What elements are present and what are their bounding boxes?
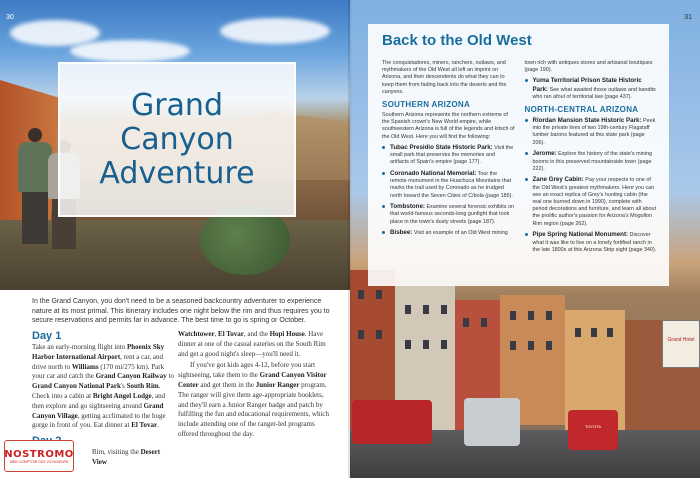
bold-term: Hopi House: [269, 330, 305, 338]
day2-text: Rim, visiting the Desert View: [92, 448, 161, 466]
bold-term: Grand Canyon National Park: [32, 382, 121, 391]
list-item: Riordan Mansion State Historic Park: Peek into the private lives of two 19th-century Flagstaff lumber barons featured at this state park (page 206).: [525, 117, 658, 147]
old-west-sidebar: [368, 24, 669, 286]
sidebar-intro: The conquistadores, miners, ranchers, outlaws, and mythmakers of the Old West all left an imprint on Arizona, and their descendents do what they can to keep them from fading back into the deserts and the canyons.: [382, 60, 507, 95]
silver-truck: [464, 398, 520, 446]
site-name: Tombstone:: [390, 203, 425, 211]
bold-term: Williams: [71, 362, 99, 371]
site-name: Pipe Spring National Monument:: [532, 231, 629, 239]
hiker-figure: [18, 128, 52, 243]
site-name: Zane Grey Cabin:: [532, 176, 584, 184]
section-intro: Southern Arizona represents the northern extreme of the Spanish crown's New World empire, while southwestern Arizona is full of the legends and kitsch of the Old West. Here you will find the following:: [382, 112, 515, 140]
right-page: [350, 0, 700, 478]
list-item: Tubac Presidio State Historic Park: Visit the small park that preserves the memories and artifacts of Spain's empire (page 177).: [382, 144, 515, 167]
red-car: [352, 400, 432, 444]
nostromo-logo: NOSTROMO WEB COMPTOIR DES VOYAGEURS: [4, 440, 74, 472]
bold-term: Grand Canyon Village: [32, 401, 164, 420]
list-item: Yuma Territorial Prison State Historic Park: See what awaited those outlaws and bandits who ran afoul of territorial law (page 437).: [525, 77, 658, 101]
site-name: Coronado National Memorial:: [390, 169, 477, 177]
page-title: [99, 89, 254, 191]
bold-term: El Tovar: [218, 330, 244, 338]
bold-term: Grand Canyon Railway: [95, 372, 167, 381]
list-item: Tombstone: Examine several forensic exhibits on that world-famous seconds-long gunfight that took place in the town's dusty streets (page 187).: [382, 203, 515, 226]
sidebar-column-1: [382, 60, 515, 257]
continued-text: town rich with antiques stores and artisanal boutiques (page 190).: [524, 60, 653, 74]
southern-list: [382, 144, 515, 238]
section-heading: SOUTHERN ARIZONA: [382, 100, 471, 110]
intro-paragraph: In the Grand Canyon, you don't need to be a seasoned backcountry adventurer to experience nature at its most primal. This itinerary includes one night below the rim and thus requires you to secure reservations and permits far in advance. The best time to go is spring or October.: [32, 298, 330, 324]
page-number: 31: [684, 14, 692, 21]
red-truck: TOYOTA: [568, 410, 618, 450]
sidebar-heading: Back to the Old West: [382, 32, 532, 49]
site-name: Tubac Presidio State Historic Park:: [390, 143, 493, 151]
site-name: Riordan Mansion State Historic Park:: [532, 117, 642, 125]
section-heading: NORTH-CENTRAL ARIZONA: [524, 105, 639, 115]
day-text: Watchtower, El Tovar, and the Hopi House. Have dinner at one of the casual eateries on the South Rim and get a good night's sleep—you'll need it.: [178, 330, 326, 358]
bold-term: Junior Ranger: [255, 380, 300, 389]
site-name: Yuma Territorial Prison State Historic Park:: [532, 77, 642, 93]
list-item: Pipe Spring National Monument: Discover what it was like to live on a lonely fortified ranch in the late 1800s at this Arizona Strip sight (page 340).: [525, 231, 658, 254]
itinerary-column-2: [178, 330, 334, 440]
list-item: Coronado National Memorial: Tour the remote monument in the Huachuca Mountains that marks the trail used by Coronado as he trudged north toward the Seven Cities of Cíbola (page 185).: [382, 170, 515, 200]
site-name: Bisbee:: [390, 229, 413, 237]
site-name: Jerome:: [532, 150, 557, 158]
page-gutter: [348, 0, 352, 478]
list-item: Bisbee: Visit an example of an Old West mining: [382, 229, 515, 237]
bold-term: Grand Canyon Visitor Center: [178, 371, 327, 389]
bold-term: Watchtower: [178, 330, 215, 338]
list-item: Zane Grey Cabin: Pay your respects to one of the Old West's greatest mythmakers. Here you can see an exact replica of Grey's hunting cabin (the real one burned down in 1990), complete with period decorations and furniture, and learn all about the prolific author's passion for Arizona's Mogollon Rim region (page 262).: [525, 176, 658, 227]
junior-ranger-text: If you've got kids ages 4-12, before you start sightseeing, take them to the Grand Canyon Visitor Center and get them in the Junior Ranger program. The ranger will give them age-appropriate booklets, and they'll earn a Junior Ranger badge and patch by fulfilling the fun and educational requirements, which include attending one of the ranger-led programs offered throughout the day.: [178, 361, 330, 438]
list-item: Jerome: Explore the history of the state's mining booms in this preserved mountainside town (page 222).: [525, 150, 658, 173]
title-line: Grand: [130, 87, 223, 123]
day1-text: Take an early-morning flight into Phoenix Sky Harbor International Airport, rent a car, and drive north to Williams (170 mi/275 km). Park your car and catch the Grand Canyon Railway to Grand Canyon National Park's South Rim. Check into a cabin at Bright Angel Lodge, and then explore and go sightseeing around Grand Canyon Village, getting acclimated to the huge gorge in front of you. Eat dinner at El Tovar.: [32, 343, 174, 430]
southern-list-continued: [525, 77, 658, 101]
page-number: 30: [6, 14, 14, 21]
bold-term: South Rim: [126, 382, 159, 391]
bold-term: Bright Angel Lodge: [92, 391, 152, 400]
day-heading: Day 1: [32, 330, 62, 342]
title-box: [58, 62, 296, 217]
bold-term: El Tovar: [131, 421, 158, 430]
bold-term: Phoenix Sky Harbor International Airport: [32, 343, 165, 361]
title-line: Canyon: [120, 121, 234, 157]
hotel-sign: Grand Hotel: [662, 320, 700, 368]
north-central-list: [525, 117, 658, 254]
title-line: Adventure: [99, 155, 255, 191]
sidebar-column-2: [525, 60, 658, 257]
bold-term: Desert View: [92, 448, 161, 466]
